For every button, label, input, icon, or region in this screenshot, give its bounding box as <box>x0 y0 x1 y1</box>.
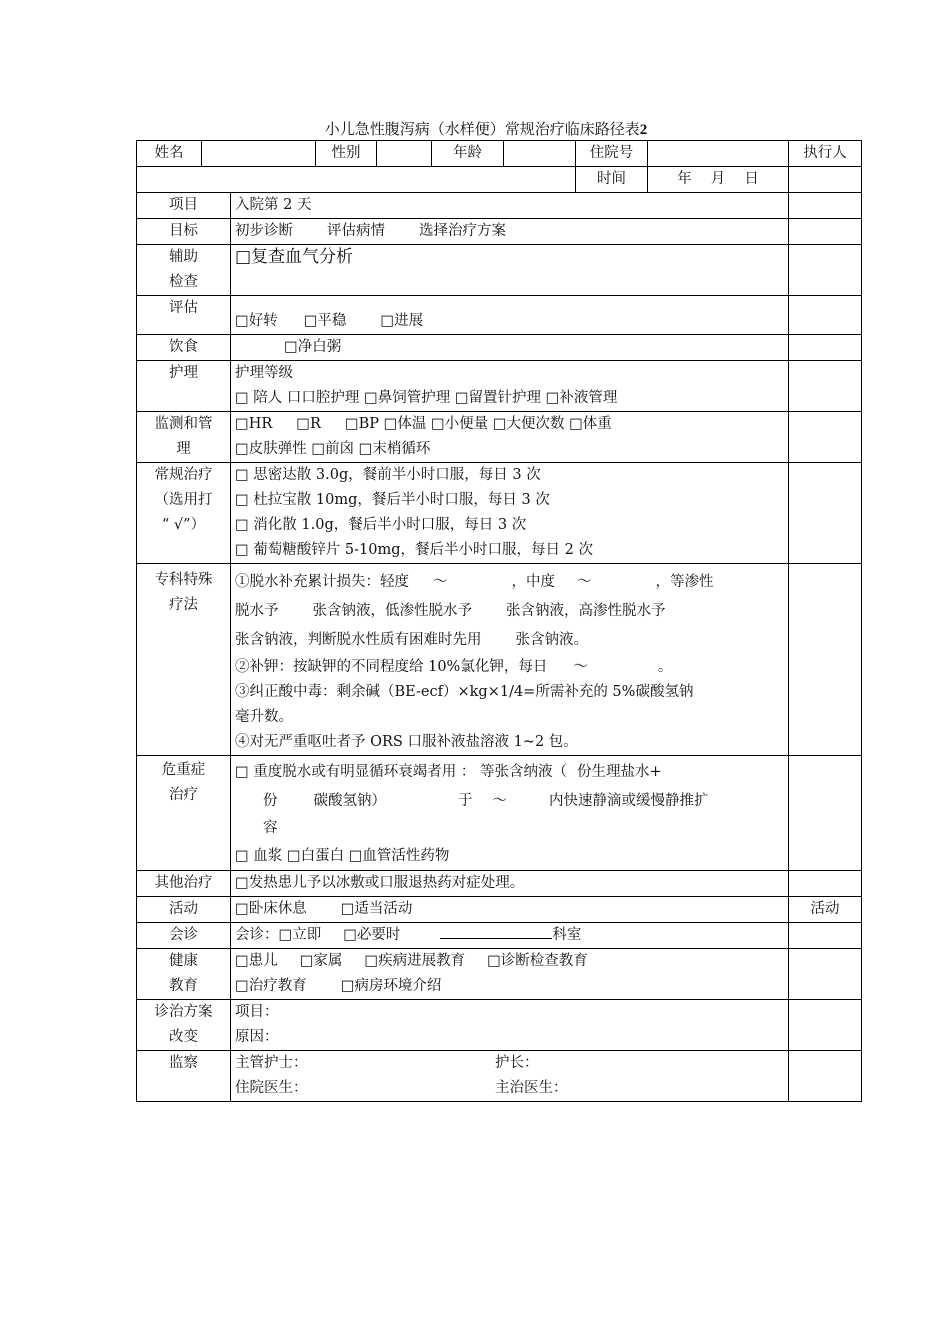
edu-treatment-checkbox[interactable]: □治疗教育 <box>235 978 307 994</box>
hospital-id-label: 住院号 <box>576 141 648 167</box>
other-label: 其他治疗 <box>137 871 231 897</box>
consult-if-needed-checkbox[interactable]: □必要时 <box>343 927 401 943</box>
routine-smecta-checkbox[interactable]: □ 思密达散 3.0g，餐前半小时口服，每日 3 次 <box>235 467 541 483</box>
executor-cell <box>789 219 862 245</box>
time-label: 时间 <box>576 167 648 193</box>
attending-doctor-field[interactable]: 主治医生： <box>495 1080 568 1096</box>
monitor-temp-checkbox[interactable]: □体温 <box>383 416 427 432</box>
special-label <box>137 564 231 756</box>
row-education <box>137 949 862 1000</box>
edu-options <box>231 949 789 1000</box>
edu-label-1: 健康 <box>169 953 198 969</box>
critical-plasma-checkbox[interactable]: □ 血浆 □白蛋白 □血管活性药物 <box>235 848 450 864</box>
resident-doctor-field[interactable]: 住院医生： <box>235 1080 308 1096</box>
blank-cell <box>137 167 576 193</box>
plan-fields <box>231 1000 789 1051</box>
row-consult <box>137 923 862 949</box>
monitor-skin-checkbox[interactable]: □皮肤弹性 <box>235 441 307 457</box>
care-oral-checkbox[interactable]: 口口腔护理 <box>286 390 360 406</box>
header-row-1 <box>137 141 862 167</box>
edu-label-2: 教育 <box>169 978 198 994</box>
consult-department-field[interactable] <box>440 924 552 939</box>
form-title-text: 小儿急性腹泻病（水样便）常规治疗临床路径表 <box>324 120 640 138</box>
executor-cell <box>789 167 862 193</box>
care-indwelling-needle-checkbox[interactable]: □留置针护理 <box>454 390 542 406</box>
row-plan-change <box>137 1000 862 1051</box>
aux-label-1: 辅助 <box>169 249 198 265</box>
executor-cell <box>789 335 862 361</box>
edu-disease-checkbox[interactable]: □疾病进展教育 <box>364 953 466 969</box>
care-escort-checkbox[interactable]: □ 陪人 <box>235 390 283 406</box>
care-nasal-tube-checkbox[interactable]: □鼻饲管护理 <box>364 390 451 406</box>
row-goal <box>137 219 862 245</box>
critical-text: 份生理盐水+ <box>577 764 662 780</box>
monitor-options <box>231 412 789 463</box>
row-other <box>137 871 862 897</box>
row-item <box>137 193 862 219</box>
plan-reason-field[interactable]: 原因： <box>235 1029 279 1045</box>
tilde: ～ <box>573 659 588 675</box>
hospital-id-field[interactable] <box>648 141 789 167</box>
clinical-pathway-table <box>136 140 862 1102</box>
age-field[interactable] <box>504 141 576 167</box>
charge-nurse-field[interactable]: 主管护士： <box>235 1055 308 1071</box>
routine-dulabao-checkbox[interactable]: □ 杜拉宝散 10mg，餐后半小时口服，每日 3 次 <box>235 492 550 508</box>
eval-label: 评估 <box>137 296 231 335</box>
critical-text: 碳酸氢钠） <box>313 793 386 809</box>
tilde: ～ <box>577 574 592 590</box>
aux-label <box>137 245 231 296</box>
routine-digestive-powder-checkbox[interactable]: □ 消化散 1.0g，餐后半小时口服，每日 3 次 <box>235 517 527 533</box>
aux-label-2: 检查 <box>169 274 198 290</box>
care-options <box>231 361 789 412</box>
executor-cell <box>789 871 862 897</box>
special-label-2: 疗法 <box>169 597 198 613</box>
activity-executor-cell: 活动 <box>789 897 862 923</box>
other-fever-checkbox[interactable]: □发热患儿予以冰敷或口服退热药对症处理。 <box>231 871 789 897</box>
edu-child-checkbox[interactable]: □患儿 <box>235 953 278 969</box>
special-ors-text: ④对无严重呕吐者予 ORS 口服补液盐溶液 1~2 包。 <box>235 734 578 750</box>
edu-family-checkbox[interactable]: □家属 <box>299 953 343 969</box>
special-moderate-text: ，中度 <box>511 574 555 590</box>
care-level-text: 护理等级 <box>235 365 293 381</box>
monitor-r-checkbox[interactable]: □R <box>296 416 321 432</box>
diet-porridge-checkbox[interactable]: □净白粥 <box>231 335 789 361</box>
plan-label-2: 改变 <box>169 1029 198 1045</box>
plan-label-1: 诊治方案 <box>154 1004 213 1020</box>
executor-label: 执行人 <box>789 141 862 167</box>
monitor-label <box>137 412 231 463</box>
special-text: 张含钠液，判断脱水性质有困难时先用 <box>235 632 482 648</box>
monitor-urine-checkbox[interactable]: □小便量 <box>430 416 489 432</box>
activity-moderate-checkbox[interactable]: □适当活动 <box>340 901 413 917</box>
goal-diagnosis: 初步诊断 <box>235 223 293 239</box>
special-potassium-text: ②补钾：按缺钾的不同程度给 10%氯化钾，每日 <box>235 659 548 675</box>
special-text: 张含钠液，低渗性脱水予 <box>312 603 472 619</box>
executor-cell <box>789 463 862 564</box>
goal-plan: 选择治疗方案 <box>419 223 506 239</box>
executor-cell <box>789 1051 862 1102</box>
routine-options <box>231 463 789 564</box>
special-therapy-text <box>231 564 789 756</box>
executor-cell <box>789 949 862 1000</box>
executor-cell <box>789 756 862 871</box>
form-title <box>136 118 836 140</box>
critical-label-2: 治疗 <box>169 787 198 803</box>
form-title-number: 2 <box>639 122 648 138</box>
supervise-label: 监察 <box>137 1051 231 1102</box>
goal-value <box>231 219 789 245</box>
sex-field[interactable] <box>377 141 432 167</box>
executor-cell <box>789 1000 862 1051</box>
row-care <box>137 361 862 412</box>
row-routine <box>137 463 862 564</box>
row-special <box>137 564 862 756</box>
item-label: 项目 <box>137 193 231 219</box>
plan-item-field[interactable]: 项目： <box>235 1004 279 1020</box>
row-supervise <box>137 1051 862 1102</box>
critical-shock-checkbox[interactable]: □ 重度脱水或有明显循环衰竭者用 ： 等张含纳液（ <box>235 764 568 780</box>
special-rehydration-text: ①脱水补充累计损失：轻度 <box>235 574 409 590</box>
monitor-bp-checkbox[interactable]: □BP <box>344 416 380 432</box>
critical-text: 内快速静滴或缓慢静推扩 <box>549 793 709 809</box>
row-eval <box>137 296 862 335</box>
critical-text: 于 <box>458 793 473 809</box>
age-label: 年龄 <box>432 141 504 167</box>
routine-label-3: “ √”） <box>161 517 206 533</box>
routine-label-1: 常规治疗 <box>154 467 213 483</box>
critical-label <box>137 756 231 871</box>
edu-ward-checkbox[interactable]: □病房环境介绍 <box>340 978 442 994</box>
name-label: 姓名 <box>137 141 202 167</box>
executor-cell <box>789 296 862 335</box>
edu-diagnosis-checkbox[interactable]: □诊断检查教育 <box>487 953 588 969</box>
header-row-2 <box>137 167 862 193</box>
executor-cell <box>789 412 862 463</box>
executor-cell <box>789 923 862 949</box>
monitor-circulation-checkbox[interactable]: □末梢循环 <box>358 441 431 457</box>
goal-label: 目标 <box>137 219 231 245</box>
row-activity <box>137 897 862 923</box>
critical-text: 容 <box>263 820 278 836</box>
monitor-weight-checkbox[interactable]: □体重 <box>569 416 612 432</box>
aux-recheck-blood-gas-checkbox[interactable]: □复查血气分析 <box>231 245 789 296</box>
special-isotonic-text: ，等渗性 <box>655 574 714 590</box>
sex-label: 性别 <box>316 141 377 167</box>
head-nurse-field[interactable]: 护长： <box>495 1055 539 1071</box>
monitor-label-2: 理 <box>176 441 191 457</box>
executor-cell <box>789 193 862 219</box>
plan-label <box>137 1000 231 1051</box>
monitor-label-1: 监测和管 <box>154 416 213 432</box>
care-infusion-checkbox[interactable]: □补液管理 <box>545 390 618 406</box>
consult-immediate-checkbox[interactable]: 会诊：□立即 <box>235 927 322 943</box>
critical-text: 份 <box>263 793 278 809</box>
name-field[interactable] <box>202 141 316 167</box>
critical-label-1: 危重症 <box>161 762 206 778</box>
routine-zinc-checkbox[interactable]: □ 葡萄糖酸锌片 5-10mg，餐后半小时口服，每日 2 次 <box>235 542 593 558</box>
date-field[interactable]: 年 月 日 <box>648 167 789 193</box>
tilde: ～ <box>492 793 507 809</box>
activity-options <box>231 897 789 923</box>
supervise-fields <box>231 1051 789 1102</box>
diet-label: 饮食 <box>137 335 231 361</box>
care-label: 护理 <box>137 361 231 412</box>
monitor-fontanelle-checkbox[interactable]: □前囟 <box>311 441 355 457</box>
row-critical <box>137 756 862 871</box>
row-diet <box>137 335 862 361</box>
executor-cell <box>789 564 862 756</box>
tilde: ～ <box>433 574 448 590</box>
row-aux <box>137 245 862 296</box>
special-acidosis-text: ③纠正酸中毒：剩余碱（BE-ecf）×kg×1/4=所需补充的 5%碳酸氢钠 <box>235 684 694 700</box>
routine-label <box>137 463 231 564</box>
monitor-stool-checkbox[interactable]: □大便次数 <box>492 416 565 432</box>
routine-label-2: （选用打 <box>154 492 213 508</box>
activity-bed-rest-checkbox[interactable]: □卧床休息 <box>235 901 307 917</box>
item-value: 入院第 2 天 <box>231 193 789 219</box>
consult-options <box>231 923 789 949</box>
special-text: 脱水予 <box>235 603 279 619</box>
special-text: 张含钠液。 <box>515 632 588 648</box>
eval-better-checkbox[interactable]: □好转 <box>235 313 278 329</box>
eval-progress-checkbox[interactable]: □进展 <box>380 313 424 329</box>
executor-cell <box>789 361 862 412</box>
consult-department-label: 科室 <box>552 927 582 943</box>
activity-label: 活动 <box>137 897 231 923</box>
executor-cell <box>789 245 862 296</box>
eval-stable-checkbox[interactable]: □平稳 <box>303 313 347 329</box>
eval-options <box>231 296 789 335</box>
goal-assess: 评估病情 <box>327 223 385 239</box>
special-label-1: 专科特殊 <box>154 572 213 588</box>
monitor-hr-checkbox[interactable]: □HR <box>235 416 273 432</box>
special-text: 张含钠液，高渗性脱水予 <box>506 603 666 619</box>
critical-options <box>231 756 789 871</box>
edu-label <box>137 949 231 1000</box>
special-text: 。 <box>657 659 673 675</box>
row-monitor <box>137 412 862 463</box>
special-text: 毫升数。 <box>235 709 293 725</box>
consult-label: 会诊 <box>137 923 231 949</box>
